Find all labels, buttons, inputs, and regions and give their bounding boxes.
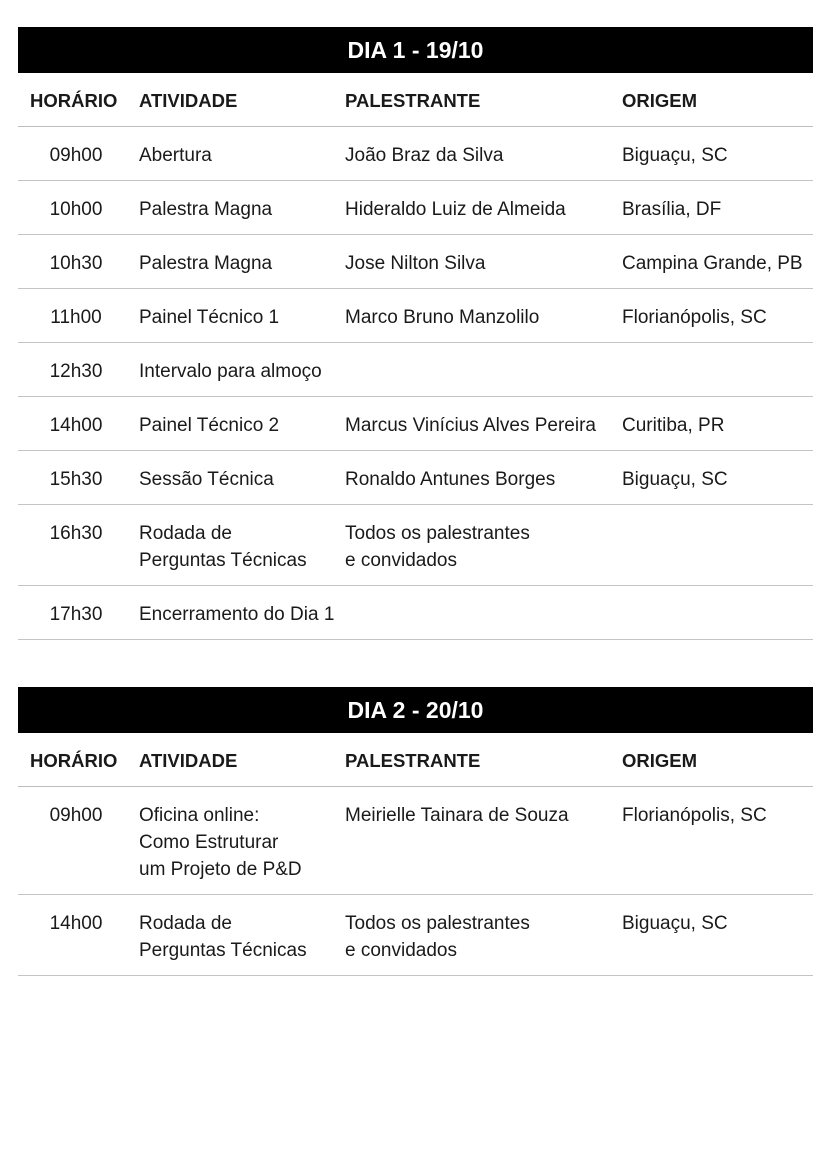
activity-line: Encerramento do Dia 1 bbox=[139, 604, 335, 625]
activity-line: Perguntas Técnicas bbox=[139, 550, 307, 571]
row-activity bbox=[139, 412, 279, 439]
activity-line: Rodada de bbox=[139, 523, 232, 544]
day1-header-row bbox=[18, 73, 813, 127]
activity-line: Perguntas Técnicas bbox=[139, 940, 307, 961]
row-activity bbox=[139, 601, 334, 628]
day2-rows bbox=[18, 787, 813, 976]
row-speaker bbox=[345, 142, 503, 169]
schedule-row bbox=[18, 181, 813, 235]
speaker-line: Todos os palestrantes bbox=[345, 523, 530, 544]
header-origin: ORIGEM bbox=[622, 90, 698, 111]
speaker-line: Marcus Vinícius Alves Pereira bbox=[345, 415, 596, 436]
row-activity bbox=[139, 910, 307, 964]
header-speaker: PALESTRANTE bbox=[345, 750, 481, 771]
row-speaker bbox=[345, 412, 596, 439]
row-time: 09h00 bbox=[49, 805, 103, 826]
row-activity bbox=[139, 466, 274, 493]
row-time: 14h00 bbox=[49, 913, 103, 934]
row-origin: Biguaçu, SC bbox=[622, 145, 728, 166]
speaker-line: Jose Nilton Silva bbox=[345, 253, 486, 274]
speaker-line: Hideraldo Luiz de Almeida bbox=[345, 199, 566, 220]
row-time: 14h00 bbox=[49, 415, 103, 436]
header-speaker: PALESTRANTE bbox=[345, 90, 481, 111]
activity-line: Intervalo para almoço bbox=[139, 361, 322, 382]
row-time: 11h00 bbox=[50, 307, 102, 328]
activity-line: Palestra Magna bbox=[139, 199, 273, 220]
activity-line: Painel Técnico 1 bbox=[139, 307, 280, 328]
activity-line: Painel Técnico 2 bbox=[139, 415, 280, 436]
speaker-line: e convidados bbox=[345, 940, 457, 961]
row-time: 09h00 bbox=[49, 145, 103, 166]
row-origin: Florianópolis, SC bbox=[622, 307, 767, 328]
activity-line: Como Estruturar bbox=[139, 832, 279, 853]
header-origin: ORIGEM bbox=[622, 750, 698, 771]
row-origin: Brasília, DF bbox=[622, 199, 722, 220]
day1-schedule bbox=[18, 27, 813, 640]
activity-line: Palestra Magna bbox=[139, 253, 273, 274]
row-time: 10h30 bbox=[49, 253, 103, 274]
activity-line: Abertura bbox=[139, 145, 212, 166]
row-activity bbox=[139, 142, 212, 169]
row-origin: Florianópolis, SC bbox=[622, 805, 767, 826]
row-speaker bbox=[345, 466, 555, 493]
schedule-row bbox=[18, 505, 813, 586]
header-activity: ATIVIDADE bbox=[139, 750, 238, 771]
row-activity bbox=[139, 250, 272, 277]
schedule-row bbox=[18, 451, 813, 505]
row-origin: Biguaçu, SC bbox=[622, 913, 728, 934]
schedule-row bbox=[18, 127, 813, 181]
row-time: 17h30 bbox=[49, 604, 103, 625]
row-origin: Campina Grande, PB bbox=[622, 253, 803, 274]
row-activity bbox=[139, 802, 302, 883]
day1-rows bbox=[18, 127, 813, 640]
activity-line: Sessão Técnica bbox=[139, 469, 274, 490]
schedule-row bbox=[18, 289, 813, 343]
speaker-line: João Braz da Silva bbox=[345, 145, 504, 166]
row-speaker bbox=[345, 304, 539, 331]
schedule-row bbox=[18, 787, 813, 895]
speaker-line: e convidados bbox=[345, 550, 457, 571]
row-speaker bbox=[345, 802, 569, 829]
day2-header-row bbox=[18, 733, 813, 787]
row-speaker bbox=[345, 910, 530, 964]
header-time: HORÁRIO bbox=[30, 750, 118, 771]
activity-line: Oficina online: bbox=[139, 805, 260, 826]
row-origin: Curitiba, PR bbox=[622, 415, 725, 436]
schedule-row bbox=[18, 235, 813, 289]
day2-title: DIA 2 - 20/10 bbox=[18, 687, 813, 733]
header-activity: ATIVIDADE bbox=[139, 90, 238, 111]
header-time: HORÁRIO bbox=[30, 90, 118, 111]
row-speaker bbox=[345, 250, 485, 277]
schedule-row bbox=[18, 586, 813, 640]
day2-schedule bbox=[18, 687, 813, 976]
row-activity bbox=[139, 520, 307, 574]
schedule-row bbox=[18, 397, 813, 451]
row-activity bbox=[139, 196, 272, 223]
row-activity bbox=[139, 358, 322, 385]
schedule-row bbox=[18, 343, 813, 397]
activity-line: um Projeto de P&D bbox=[139, 859, 302, 880]
speaker-line: Meirielle Tainara de Souza bbox=[345, 805, 569, 826]
row-speaker bbox=[345, 196, 566, 223]
speaker-line: Ronaldo Antunes Borges bbox=[345, 469, 556, 490]
schedule-row bbox=[18, 895, 813, 976]
day1-title: DIA 1 - 19/10 bbox=[18, 27, 813, 73]
row-origin: Biguaçu, SC bbox=[622, 469, 728, 490]
row-time: 15h30 bbox=[49, 469, 103, 490]
row-time: 16h30 bbox=[49, 523, 103, 544]
speaker-line: Marco Bruno Manzolilo bbox=[345, 307, 540, 328]
activity-line: Rodada de bbox=[139, 913, 232, 934]
row-time: 10h00 bbox=[49, 199, 103, 220]
row-time: 12h30 bbox=[49, 361, 103, 382]
row-activity bbox=[139, 304, 279, 331]
row-speaker bbox=[345, 520, 530, 574]
speaker-line: Todos os palestrantes bbox=[345, 913, 530, 934]
